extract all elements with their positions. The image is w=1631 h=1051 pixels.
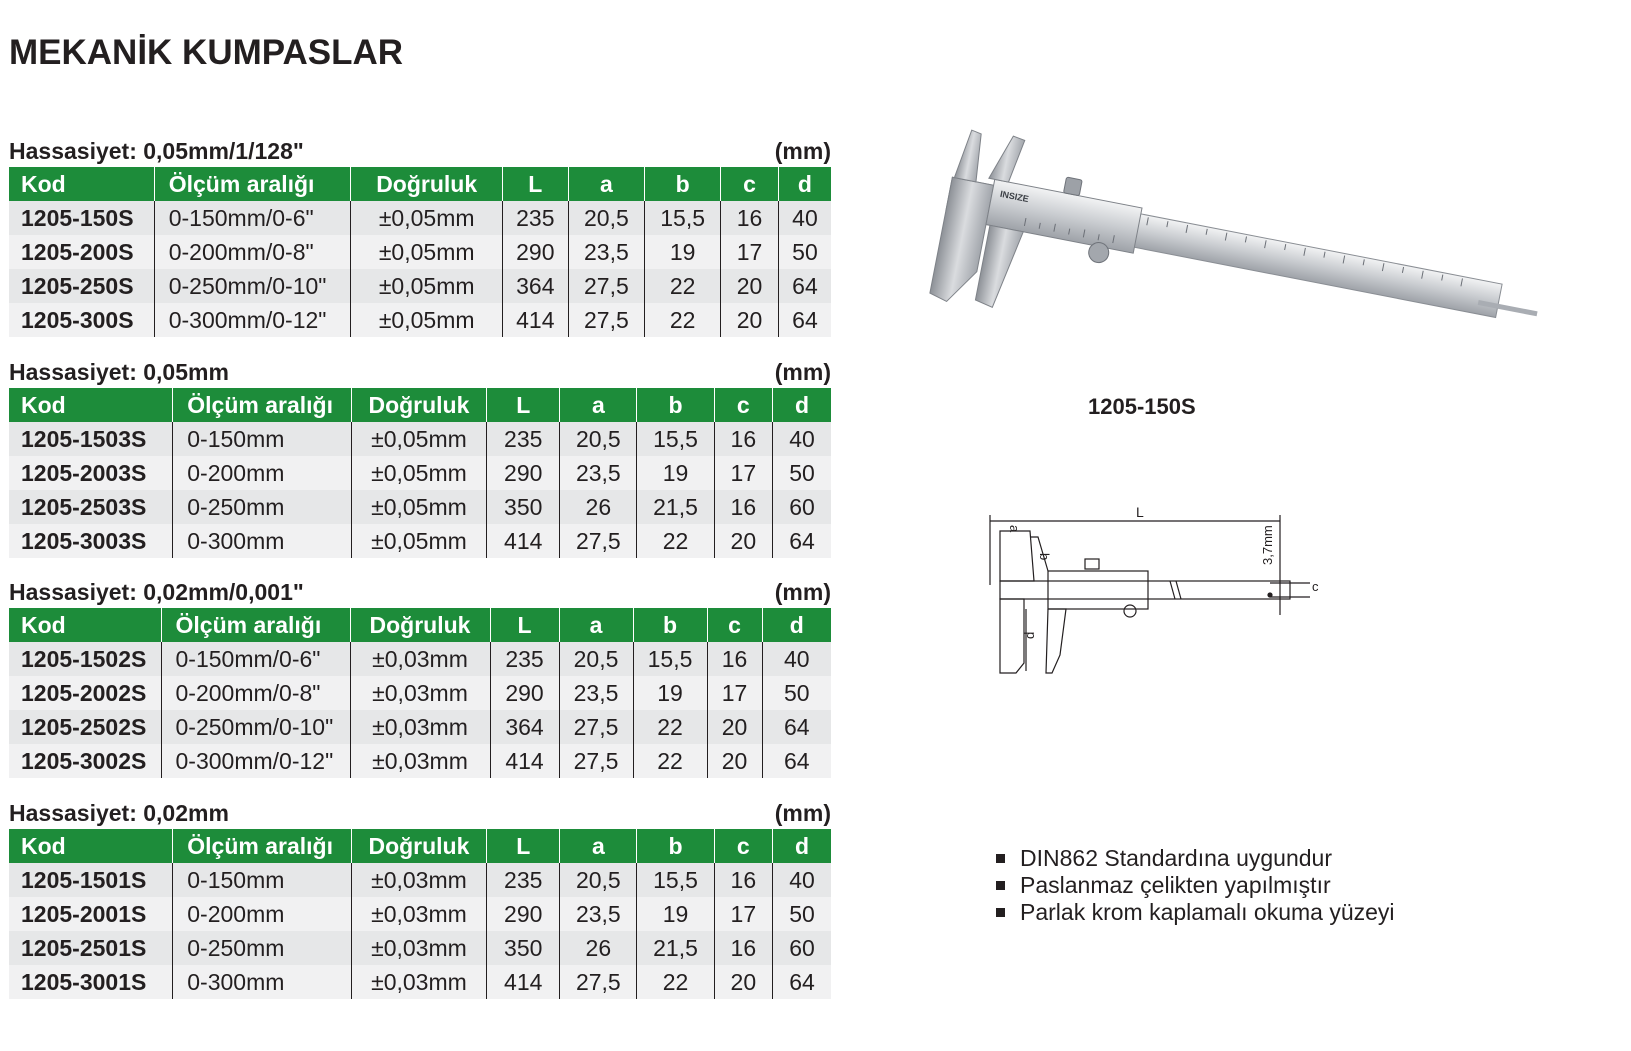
cell-accuracy: ±0,03mm	[350, 744, 490, 778]
cell-d: 50	[762, 676, 831, 710]
cell-code: 1205-300S	[9, 303, 154, 337]
cell-range: 0-150mm/0-6"	[161, 642, 350, 676]
cell-c: 17	[714, 897, 772, 931]
cell-b: 22	[645, 303, 721, 337]
feature-item	[996, 899, 1395, 926]
cell-accuracy: ±0,03mm	[351, 965, 487, 999]
fixed-jaw-top	[954, 129, 985, 182]
cell-code: 1205-3001S	[9, 965, 173, 999]
cell-l: 364	[490, 710, 559, 744]
column-header-a: a	[560, 388, 637, 422]
column-header-l: L	[502, 167, 568, 201]
cell-code: 1205-3003S	[9, 524, 173, 558]
column-header-accuracy: Doğruluk	[351, 829, 487, 863]
cell-range: 0-150mm	[173, 863, 351, 897]
cell-a: 20,5	[560, 422, 637, 456]
table-header-row	[9, 388, 831, 422]
cell-b: 15,5	[633, 642, 707, 676]
cell-c: 16	[721, 201, 779, 235]
column-header-range: Ölçüm aralığı	[154, 167, 351, 201]
cell-b: 21,5	[637, 490, 714, 524]
cell-b: 21,5	[637, 931, 714, 965]
table-row	[9, 235, 831, 269]
cell-c: 16	[714, 490, 772, 524]
cell-range: 0-300mm	[173, 524, 351, 558]
column-header-accuracy: Doğruluk	[350, 608, 490, 642]
cell-c: 20	[721, 303, 779, 337]
cell-accuracy: ±0,03mm	[350, 642, 490, 676]
column-header-range: Ölçüm aralığı	[173, 388, 351, 422]
column-header-kod: Kod	[9, 608, 161, 642]
unit-label: (mm)	[774, 138, 831, 164]
diagram-label-thickness: 3,7mm	[1260, 525, 1275, 565]
column-header-accuracy: Doğruluk	[351, 388, 487, 422]
cell-code: 1205-250S	[9, 269, 154, 303]
cell-b: 19	[637, 456, 714, 490]
dimension-diagram	[990, 504, 1330, 695]
cell-c: 16	[714, 931, 772, 965]
cell-l: 414	[502, 303, 568, 337]
section-header	[9, 356, 831, 388]
cell-accuracy: ±0,03mm	[351, 897, 487, 931]
cell-accuracy: ±0,05mm	[351, 235, 502, 269]
cell-a: 20,5	[560, 863, 637, 897]
cell-a: 23,5	[560, 897, 637, 931]
cell-accuracy: ±0,05mm	[351, 422, 487, 456]
cell-l: 350	[487, 490, 560, 524]
table-row	[9, 269, 831, 303]
cell-c: 17	[714, 456, 772, 490]
cell-code: 1205-2503S	[9, 490, 173, 524]
square-bullet-icon	[996, 881, 1005, 890]
cell-code: 1205-2002S	[9, 676, 161, 710]
diagram-label-c: c	[1312, 579, 1319, 594]
cell-b: 22	[645, 269, 721, 303]
cell-b: 15,5	[637, 863, 714, 897]
feature-text: DIN862 Standardına uygundur	[1020, 845, 1332, 871]
diagram-fixed-jaw	[1000, 531, 1034, 581]
diagram-label-d: d	[1022, 631, 1037, 639]
cell-accuracy: ±0,03mm	[350, 676, 490, 710]
cell-d: 50	[778, 235, 831, 269]
table-row	[9, 524, 831, 558]
diagram-label-b: b	[1037, 553, 1052, 561]
cell-c: 17	[721, 235, 779, 269]
cell-range: 0-150mm/0-6"	[154, 201, 351, 235]
cell-code: 1205-2003S	[9, 456, 173, 490]
cell-a: 23,5	[559, 676, 633, 710]
cell-range: 0-200mm	[173, 897, 351, 931]
page-title: MEKANİK KUMPASLAR	[9, 33, 404, 72]
table-row	[9, 456, 831, 490]
cell-b: 15,5	[645, 201, 721, 235]
cell-c: 16	[707, 642, 762, 676]
spec-table	[9, 829, 831, 999]
table-row	[9, 931, 831, 965]
cell-accuracy: ±0,03mm	[351, 931, 487, 965]
cell-l: 235	[502, 201, 568, 235]
cell-c: 16	[714, 422, 772, 456]
cell-a: 27,5	[560, 965, 637, 999]
cell-d: 40	[762, 642, 831, 676]
cell-accuracy: ±0,05mm	[351, 456, 487, 490]
cell-range: 0-250mm	[173, 931, 351, 965]
table-row	[9, 676, 831, 710]
table-row	[9, 744, 831, 778]
column-header-a: a	[559, 608, 633, 642]
table-header-row	[9, 608, 831, 642]
table-row	[9, 201, 831, 235]
diagram-label-a: a	[1007, 525, 1022, 533]
cell-range: 0-250mm	[173, 490, 351, 524]
section-heading: Hassasiyet: 0,02mm/0,001"	[9, 579, 304, 605]
column-header-b: b	[637, 829, 714, 863]
cell-code: 1205-2501S	[9, 931, 173, 965]
cell-code: 1205-200S	[9, 235, 154, 269]
spec-table	[9, 608, 831, 778]
column-header-d: d	[778, 167, 831, 201]
cell-l: 235	[487, 422, 560, 456]
section-header	[9, 797, 831, 829]
column-header-b: b	[645, 167, 721, 201]
diagram-sliding-jaw	[1046, 609, 1066, 673]
spec-section-3	[9, 576, 831, 778]
cell-d: 64	[778, 269, 831, 303]
cell-b: 15,5	[637, 422, 714, 456]
column-header-kod: Kod	[9, 388, 173, 422]
unit-label: (mm)	[774, 579, 831, 605]
cell-d: 60	[773, 490, 831, 524]
thumb-screw	[1063, 177, 1082, 196]
cell-l: 414	[487, 524, 560, 558]
cell-l: 414	[487, 965, 560, 999]
cell-a: 27,5	[568, 303, 644, 337]
column-header-accuracy: Doğruluk	[351, 167, 502, 201]
column-header-d: d	[773, 388, 831, 422]
section-header	[9, 576, 831, 608]
column-header-d: d	[762, 608, 831, 642]
cell-d: 50	[773, 897, 831, 931]
feature-list	[996, 845, 1395, 926]
photo-caption: 1205-150S	[1088, 394, 1196, 419]
cell-a: 27,5	[559, 744, 633, 778]
cell-range: 0-200mm	[173, 456, 351, 490]
table-row	[9, 422, 831, 456]
cell-range: 0-250mm/0-10"	[154, 269, 351, 303]
table-header-row	[9, 167, 831, 201]
spec-section-2	[9, 356, 831, 558]
column-header-kod: Kod	[9, 829, 173, 863]
diagram-slider	[1048, 571, 1148, 609]
cell-d: 64	[762, 710, 831, 744]
section-heading: Hassasiyet: 0,05mm/1/128"	[9, 138, 304, 164]
cell-range: 0-300mm	[173, 965, 351, 999]
cell-accuracy: ±0,05mm	[351, 490, 487, 524]
cell-l: 414	[490, 744, 559, 778]
unit-label: (mm)	[774, 359, 831, 385]
cell-code: 1205-2001S	[9, 897, 173, 931]
cell-accuracy: ±0,05mm	[351, 524, 487, 558]
cell-b: 19	[637, 897, 714, 931]
cell-code: 1205-150S	[9, 201, 154, 235]
cell-d: 40	[773, 422, 831, 456]
cell-d: 64	[778, 303, 831, 337]
cell-b: 22	[637, 524, 714, 558]
cell-range: 0-150mm	[173, 422, 351, 456]
cell-a: 26	[560, 931, 637, 965]
cell-l: 290	[502, 235, 568, 269]
column-header-c: c	[721, 167, 779, 201]
cell-d: 64	[773, 965, 831, 999]
cell-c: 17	[707, 676, 762, 710]
cell-range: 0-200mm/0-8"	[161, 676, 350, 710]
cell-code: 1205-1503S	[9, 422, 173, 456]
section-heading: Hassasiyet: 0,05mm	[9, 359, 229, 385]
column-header-l: L	[487, 388, 560, 422]
cell-d: 40	[773, 863, 831, 897]
feature-text: Parlak krom kaplamalı okuma yüzeyi	[1020, 899, 1395, 925]
column-header-d: d	[773, 829, 831, 863]
column-header-kod: Kod	[9, 167, 154, 201]
cell-c: 20	[714, 965, 772, 999]
spec-section-4	[9, 797, 831, 999]
feature-item	[996, 872, 1395, 899]
caliper-photo	[920, 168, 1540, 368]
cell-b: 19	[645, 235, 721, 269]
cell-b: 22	[633, 710, 707, 744]
cell-c: 20	[707, 710, 762, 744]
section-heading: Hassasiyet: 0,02mm	[9, 800, 229, 826]
table-row	[9, 863, 831, 897]
spec-table	[9, 167, 831, 337]
cell-a: 26	[560, 490, 637, 524]
square-bullet-icon	[996, 854, 1005, 863]
cell-d: 40	[778, 201, 831, 235]
cell-a: 27,5	[559, 710, 633, 744]
column-header-l: L	[490, 608, 559, 642]
cell-c: 20	[707, 744, 762, 778]
cell-b: 19	[633, 676, 707, 710]
table-row	[9, 642, 831, 676]
table-row	[9, 897, 831, 931]
cell-code: 1205-1501S	[9, 863, 173, 897]
cell-l: 290	[487, 897, 560, 931]
cell-code: 1205-3002S	[9, 744, 161, 778]
column-header-c: c	[714, 388, 772, 422]
table-row	[9, 710, 831, 744]
brand-logo: INSIZE	[999, 188, 1030, 205]
cell-b: 22	[633, 744, 707, 778]
column-header-a: a	[568, 167, 644, 201]
cell-range: 0-250mm/0-10"	[161, 710, 350, 744]
column-header-c: c	[707, 608, 762, 642]
cell-code: 1205-2502S	[9, 710, 161, 744]
cell-a: 20,5	[559, 642, 633, 676]
cell-accuracy: ±0,05mm	[351, 201, 502, 235]
cell-l: 290	[487, 456, 560, 490]
cell-l: 235	[487, 863, 560, 897]
feature-item	[996, 845, 1395, 872]
column-header-b: b	[633, 608, 707, 642]
cell-c: 20	[714, 524, 772, 558]
unit-label: (mm)	[774, 800, 831, 826]
column-header-range: Ölçüm aralığı	[173, 829, 351, 863]
column-header-range: Ölçüm aralığı	[161, 608, 350, 642]
cell-d: 64	[773, 524, 831, 558]
section-header	[9, 135, 831, 167]
cell-a: 23,5	[568, 235, 644, 269]
cell-l: 290	[490, 676, 559, 710]
table-row	[9, 303, 831, 337]
cell-a: 23,5	[560, 456, 637, 490]
cell-accuracy: ±0,05mm	[351, 269, 502, 303]
square-bullet-icon	[996, 908, 1005, 917]
cell-code: 1205-1502S	[9, 642, 161, 676]
cell-range: 0-300mm/0-12"	[161, 744, 350, 778]
table-row	[9, 965, 831, 999]
cell-accuracy: ±0,03mm	[351, 863, 487, 897]
feature-text: Paslanmaz çelikten yapılmıştır	[1020, 872, 1331, 898]
cell-l: 235	[490, 642, 559, 676]
cell-l: 364	[502, 269, 568, 303]
cell-d: 50	[773, 456, 831, 490]
cell-c: 16	[714, 863, 772, 897]
cell-d: 64	[762, 744, 831, 778]
cell-d: 60	[773, 931, 831, 965]
cell-a: 20,5	[568, 201, 644, 235]
cell-l: 350	[487, 931, 560, 965]
cell-b: 22	[637, 965, 714, 999]
cell-a: 27,5	[560, 524, 637, 558]
column-header-l: L	[487, 829, 560, 863]
table-header-row	[9, 829, 831, 863]
cell-accuracy: ±0,03mm	[350, 710, 490, 744]
column-header-b: b	[637, 388, 714, 422]
cell-c: 20	[721, 269, 779, 303]
cell-a: 27,5	[568, 269, 644, 303]
column-header-c: c	[714, 829, 772, 863]
column-header-a: a	[560, 829, 637, 863]
cell-range: 0-200mm/0-8"	[154, 235, 351, 269]
diagram-beam	[1000, 581, 1290, 599]
spec-table	[9, 388, 831, 558]
table-row	[9, 490, 831, 524]
sliding-jaw-top	[989, 133, 1025, 183]
cell-accuracy: ±0,05mm	[351, 303, 502, 337]
cell-range: 0-300mm/0-12"	[154, 303, 351, 337]
diagram-label-l: L	[1136, 504, 1144, 520]
spec-section-1	[9, 135, 831, 337]
